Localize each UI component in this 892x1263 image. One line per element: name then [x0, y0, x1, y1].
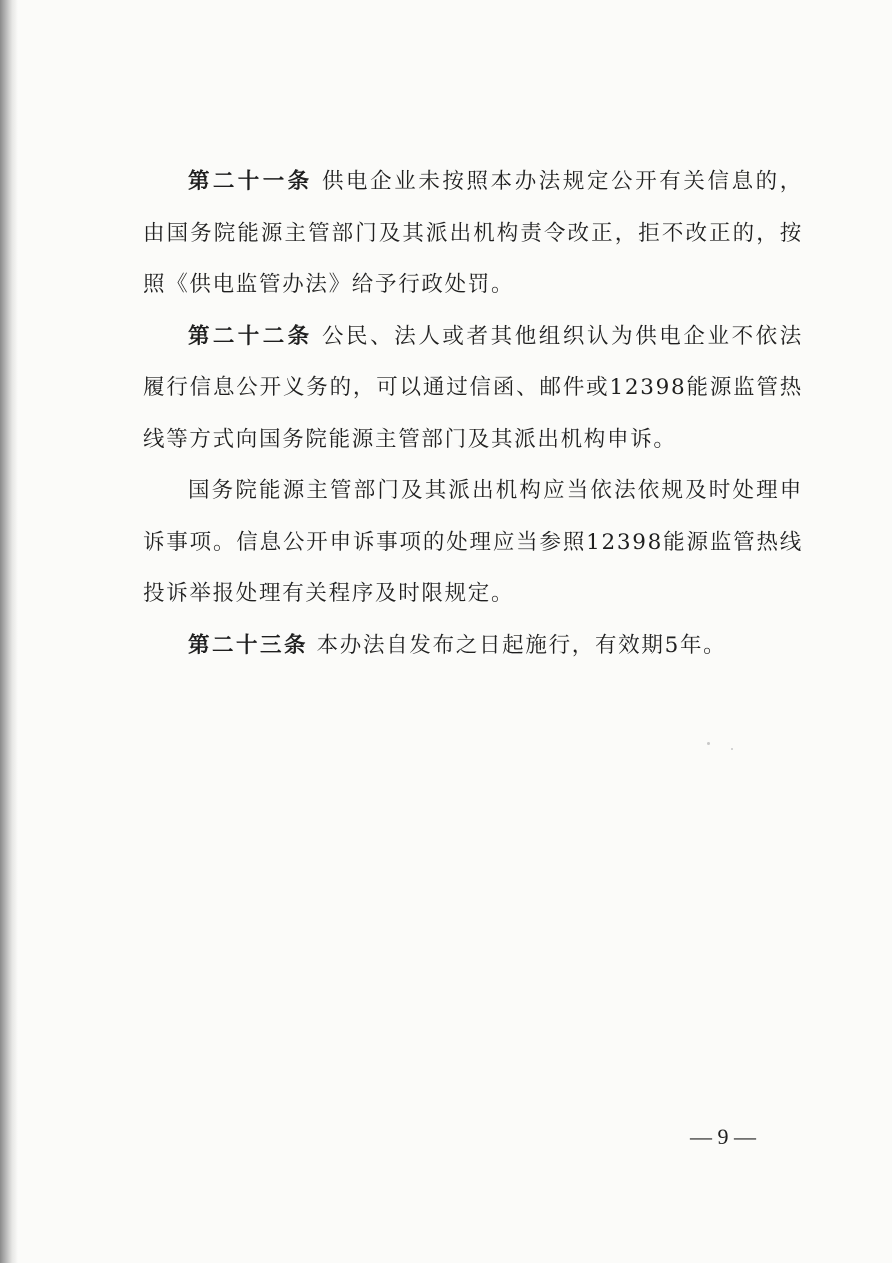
article-21-paragraph [143, 156, 803, 311]
scan-edge-shadow [0, 0, 18, 1263]
article-22-continuation-text: 国务院能源主管部门及其派出机构应当依法依规及时处理申诉事项。信息公开申诉事项的处理应当参照12398能源监管热线投诉举报处理有关程序及时限规定。 [143, 478, 803, 606]
article-23-text: 本办法自发布之日起施行，有效期5年。 [316, 632, 727, 658]
article-22-text: 公民、法人或者其他组织认为供电企业不依法履行信息公开义务的，可以通过信函、邮件或12398能源监管热线等方式向国务院能源主管部门及其派出机构申诉。 [143, 323, 803, 452]
article-23-paragraph [143, 620, 803, 672]
article-22-continuation-paragraph [143, 465, 803, 620]
article-23-title: 第二十三条 [188, 632, 309, 658]
document-body [143, 156, 803, 671]
scan-speck [731, 748, 733, 750]
article-21-text: 供电企业未按照本办法规定公开有关信息的，由国务院能源主管部门及其派出机构责令改正，拒不改正的，按照《供电监管办法》给予行政处罚。 [143, 169, 803, 297]
article-22-paragraph [143, 311, 803, 466]
article-21-title: 第二十一条 [188, 169, 313, 194]
scan-speck [707, 742, 710, 745]
page-number: — 9 — [690, 1124, 756, 1149]
article-22-title: 第二十二条 [188, 323, 313, 349]
